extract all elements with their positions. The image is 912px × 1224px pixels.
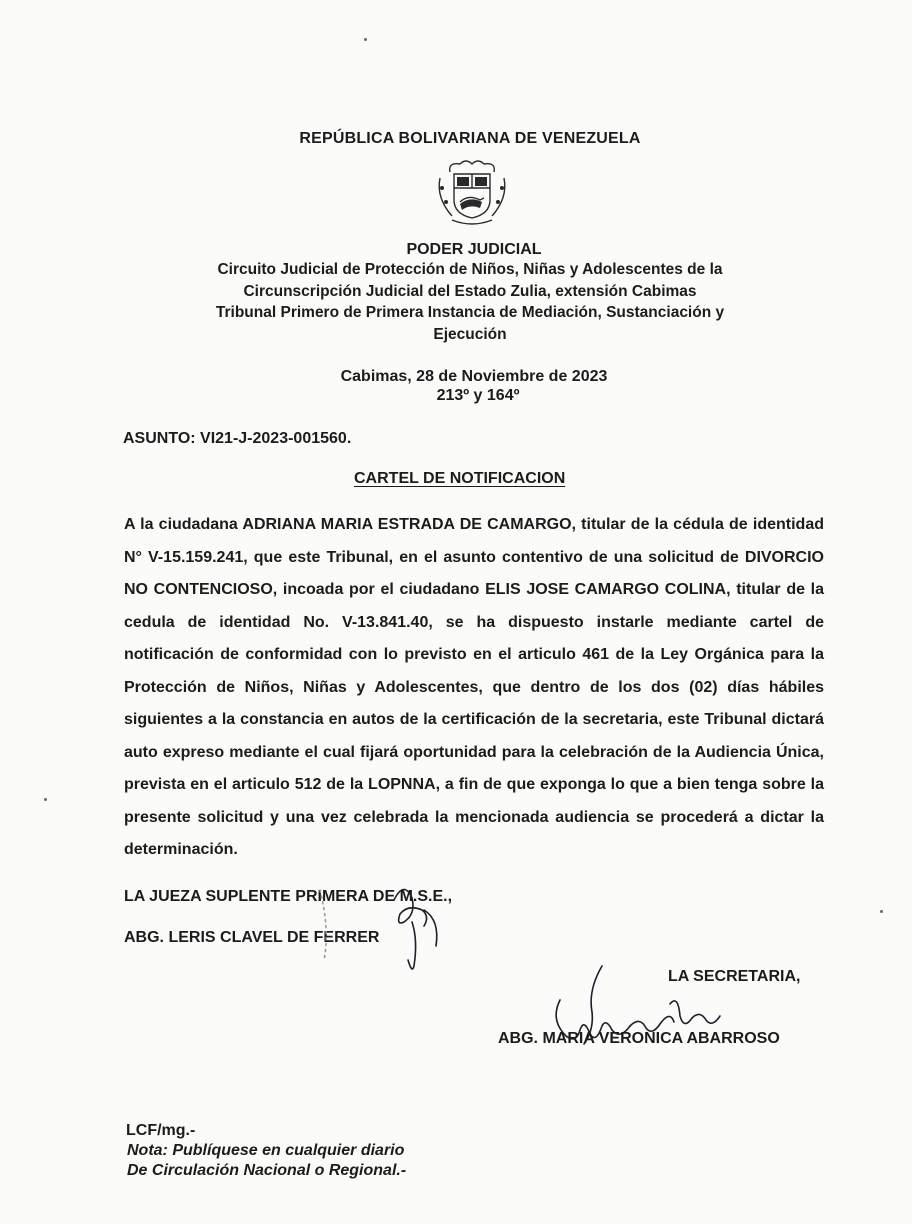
years-line: 213º y 164º (436, 387, 520, 404)
circuit-line: Circuito Judicial de Protección de Niños, Niñas y Adolescentes de la (217, 261, 723, 278)
venezuela-coat-of-arms-icon (430, 158, 514, 228)
note-line: De Circulación Nacional o Regional.- (127, 1162, 407, 1179)
date-line: Cabimas, 28 de Noviembre de 2023 (340, 368, 608, 385)
circuit-line: Tribunal Primero de Primera Instancia de Mediación, Sustanciación y (215, 304, 725, 321)
poder-judicial-heading: PODER JUDICIAL (406, 241, 542, 258)
judge-name: ABG. LERIS CLAVEL DE FERRER (124, 929, 380, 946)
scan-speck (44, 798, 47, 801)
asunto-line: ASUNTO: VI21-J-2023-001560. (123, 430, 352, 447)
note-line: Nota: Publíquese en cualquier diario (127, 1142, 405, 1159)
judge-handwritten-signature-icon (300, 870, 470, 980)
cartel-title: CARTEL DE NOTIFICACION (354, 470, 566, 487)
initials: LCF/mg.- (126, 1122, 196, 1139)
circuit-line: Circunscripción Judicial del Estado Zulia, extensión Cabimas (243, 283, 697, 300)
scan-speck (364, 38, 367, 41)
notification-body: A la ciudadana ADRIANA MARIA ESTRADA DE CAMARGO, titular de la cédula de identidad N° V-15.159.241, que este Tribunal, en el asunto contentivo de una solicitud de DIVORCIO NO CONTENCIOSO, incoada por el ciudadano ELIS JOSE CAMARGO COLINA, titular de la cedula de identidad No. V-13.841.40, se ha dispuesto instarle mediante cartel de notificación de conformidad con lo previsto en el articulo 461 de la Ley Orgánica para la Protección de Niños, Niñas y Adolescentes, que dentro de los dos (02) días hábiles siguientes a la constancia en autos de la certificación de la secretaria, este Tribunal dictará auto expreso mediante el cual fijará oportunidad para la celebración de la Audiencia Única, prevista en el articulo 512 de la LOPNNA, a fin de que exponga lo que a bien tenga sobre la presente solicitud y una vez celebrada la mencionada audiencia se procederá a dictar la determinación. (124, 516, 824, 858)
circuit-line: Ejecución (433, 326, 507, 343)
secretary-name: ABG. MARIA VERONICA ABARROSO (498, 1030, 780, 1047)
judge-title: LA JUEZA SUPLENTE PRIMERA DE M.S.E., (124, 888, 453, 905)
scan-speck (880, 910, 883, 913)
secretary-title: LA SECRETARIA, (668, 968, 801, 985)
republic-heading: REPÚBLICA BOLIVARIANA DE VENEZUELA (299, 130, 641, 147)
